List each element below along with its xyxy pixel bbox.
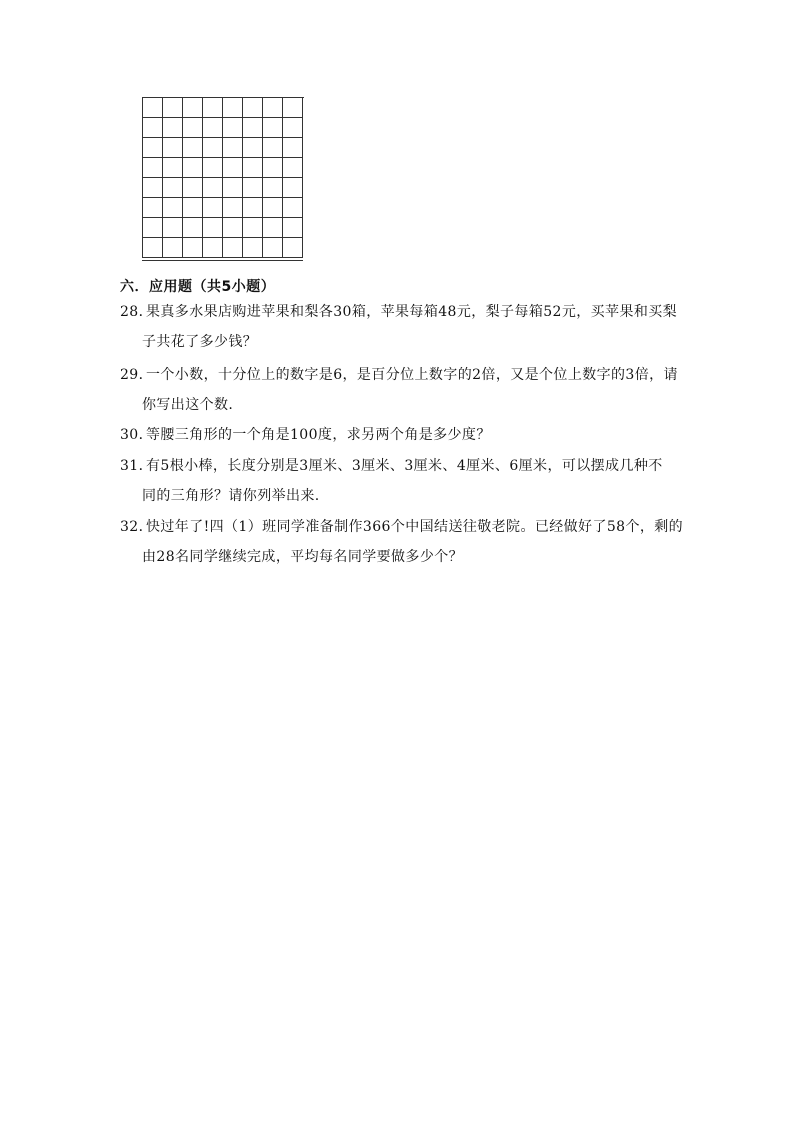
question-31 [120,451,695,511]
grid-cell [223,198,243,218]
grid-paper [142,97,304,258]
grid-cell [143,178,163,198]
grid-cell [243,218,263,238]
grid-cell [283,98,303,118]
question-number: 28． [120,304,154,320]
grid-baseline [142,260,303,261]
grid-cell [263,198,283,218]
grid-cell [223,238,243,258]
grid-cell [263,138,283,158]
grid-cell [143,138,163,158]
grid-cell [203,98,223,118]
grid-cell [283,138,303,158]
grid-cell [183,118,203,138]
question-28 [120,297,695,357]
grid-cell [163,178,183,198]
grid-cell [243,98,263,118]
question-text: 有5根小棒，长度分别是3厘米、3厘米、3厘米、4厘米、6厘米，可以摆成几种不 [146,458,663,474]
grid-cell [283,198,303,218]
question-text: 同的三角形？请你列举出来. [142,488,320,504]
grid-cell [163,158,183,178]
question-text: 果真多水果店购进苹果和梨各30箱，苹果每箱48元，梨子每箱52元，买苹果和买梨 [146,304,678,320]
question-text: 等腰三角形的一个角是100度，求另两个角是多少度？ [146,427,491,443]
grid-cell [263,238,283,258]
grid-cell [203,218,223,238]
question-29 [120,360,695,420]
grid-cell [263,98,283,118]
grid-cell [283,178,303,198]
question-text: 子共花了多少钱？ [142,334,258,350]
grid-cell [143,218,163,238]
grid-cell [163,98,183,118]
grid-cell [143,98,163,118]
question-number: 29． [120,367,154,383]
grid-cell [283,118,303,138]
question-32 [120,512,695,572]
question-text: 快过年了!四（1）班同学准备制作366个中国结送往敬老院。已经做好了58个，剩的 [146,519,684,535]
grid-cell [223,178,243,198]
grid-cell [243,198,263,218]
grid-cell [243,158,263,178]
grid-cell [263,218,283,238]
grid-cell [243,138,263,158]
grid-cell [243,178,263,198]
drawing-grid [142,97,304,261]
grid-cell [243,238,263,258]
grid-cell [283,158,303,178]
grid-cell [143,118,163,138]
grid-cell [283,238,303,258]
question-30 [120,420,695,450]
grid-cell [203,118,223,138]
question-text: 一个小数，十分位上的数字是6，是百分位上数字的2倍，又是个位上数字的3倍，请 [146,367,678,383]
question-number: 30． [120,427,154,443]
grid-cell [163,138,183,158]
grid-cell [183,138,203,158]
grid-cell [263,118,283,138]
grid-cell [203,178,223,198]
grid-cell [263,178,283,198]
grid-cell [263,158,283,178]
grid-cell [143,198,163,218]
section-title: 六．应用题（共5小题） [120,279,276,295]
grid-cell [183,238,203,258]
grid-cell [243,118,263,138]
question-number: 32． [120,519,154,535]
grid-cell [183,98,203,118]
grid-cell [183,198,203,218]
question-text: 你写出这个数. [142,397,234,413]
grid-cell [163,198,183,218]
grid-cell [143,238,163,258]
grid-cell [223,218,243,238]
grid-cell [183,218,203,238]
grid-cell [183,158,203,178]
grid-cell [203,238,223,258]
grid-cell [223,138,243,158]
grid-cell [203,138,223,158]
grid-cell [283,218,303,238]
question-number: 31． [120,458,154,474]
grid-cell [203,198,223,218]
grid-cell [163,118,183,138]
grid-cell [163,218,183,238]
question-text: 由28名同学继续完成，平均每名同学要做多少个？ [142,549,464,565]
grid-cell [223,98,243,118]
grid-cell [223,118,243,138]
grid-cell [163,238,183,258]
grid-cell [183,178,203,198]
grid-cell [203,158,223,178]
grid-cell [223,158,243,178]
grid-cell [143,158,163,178]
